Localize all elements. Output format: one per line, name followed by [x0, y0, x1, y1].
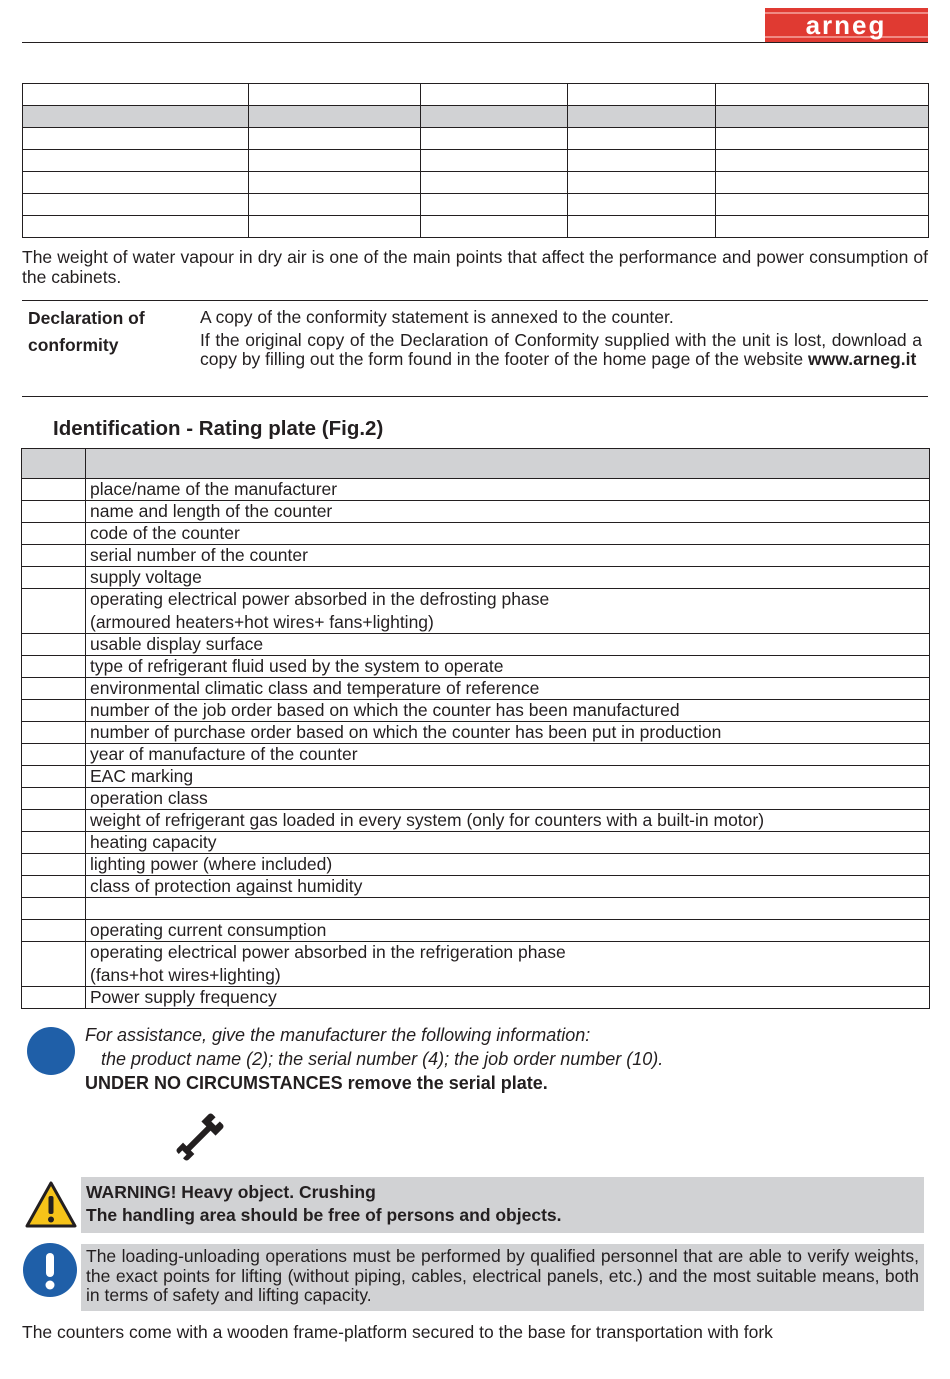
humidity-note: The weight of water vapour in dry air is one of the main points that affect the performance and power consumption of the cabinets.	[22, 247, 928, 287]
rating-plate-description-cell	[86, 920, 930, 942]
climate-table-cell	[23, 106, 249, 128]
rating-plate-number-cell	[22, 700, 86, 722]
climate-table-cell	[421, 150, 568, 172]
climate-table-cell	[249, 194, 421, 216]
arneg-logo	[765, 8, 928, 42]
climate-table-row	[23, 194, 929, 216]
climate-table-cell	[249, 106, 421, 128]
rating-plate-description-cell	[86, 832, 930, 854]
rating-plate-description-cell	[86, 567, 930, 589]
climate-table-cell	[716, 106, 929, 128]
climate-table-row	[23, 216, 929, 238]
rating-plate-description-cell	[86, 678, 930, 700]
info-circle-icon	[27, 1027, 75, 1075]
climate-table-cell	[716, 216, 929, 238]
climate-table-row	[23, 150, 929, 172]
declaration-line1: A copy of the conformity statement is annexed to the counter.	[200, 307, 674, 327]
climate-table-cell	[716, 150, 929, 172]
rating-plate-description-line: class of protection against humidity	[90, 876, 363, 896]
rating-plate-description-line: supply voltage	[90, 567, 202, 587]
arneg-logo-mark	[765, 8, 928, 42]
rating-plate-description-line: weight of refrigerant gas loaded in every system (only for counters with a built-in motor)	[90, 810, 765, 830]
rating-plate-description-line: operating current consumption	[90, 920, 327, 940]
climate-table-cell	[568, 172, 716, 194]
rating-plate-table	[21, 448, 930, 1009]
rating-plate-number-cell	[22, 876, 86, 898]
transport-paragraph: The counters come with a wooden frame-platform secured to the base for transportation with fork	[22, 1322, 773, 1342]
declaration-top-rule	[22, 300, 928, 301]
rating-plate-row	[22, 545, 930, 567]
rating-plate-row	[22, 987, 930, 1009]
exclamation-mark	[23, 1243, 77, 1297]
climate-table-cell	[249, 172, 421, 194]
rating-plate-header-row	[22, 449, 930, 479]
rating-plate-description-line: operating electrical power absorbed in the refrigeration phase	[90, 942, 566, 962]
rating-plate-number-cell	[22, 898, 86, 920]
climate-table-cell	[568, 150, 716, 172]
declaration-heading	[28, 305, 188, 359]
rating-plate-description-line: place/name of the manufacturer	[90, 479, 338, 499]
climate-table-cell	[23, 150, 249, 172]
rating-plate-number-cell	[22, 788, 86, 810]
declaration-heading-line1: Declaration of	[28, 308, 145, 328]
rating-plate-row	[22, 788, 930, 810]
climate-table-cell	[568, 128, 716, 150]
rating-plate-description-line: usable display surface	[90, 634, 264, 654]
rating-plate-number-cell	[22, 634, 86, 656]
climate-table-row	[23, 106, 929, 128]
rating-plate-number-cell	[22, 942, 86, 987]
rating-plate-description-cell	[86, 788, 930, 810]
climate-table-cell	[716, 128, 929, 150]
rating-plate-row	[22, 501, 930, 523]
rating-plate-description-line: lighting power (where included)	[90, 854, 333, 874]
rating-plate-row	[22, 656, 930, 678]
declaration-line2	[200, 331, 922, 369]
climate-table-cell	[23, 216, 249, 238]
climate-table-cell	[716, 84, 929, 106]
rating-plate-description-line: year of manufacture of the counter	[90, 744, 358, 764]
rating-plate-number-cell	[22, 567, 86, 589]
rating-plate-number-cell	[22, 832, 86, 854]
website-link[interactable]: www.arneg.it	[808, 349, 917, 369]
rating-plate-description-cell	[86, 744, 930, 766]
rating-plate-row	[22, 854, 930, 876]
rating-plate-description-line: code of the counter	[90, 523, 240, 543]
rating-plate-row	[22, 589, 930, 634]
rating-plate-number-cell	[22, 589, 86, 634]
rating-plate-description-cell	[86, 501, 930, 523]
identification-title: Identification - Rating plate (Fig.2)	[53, 417, 384, 440]
climate-table-cell	[421, 194, 568, 216]
climate-table-cell	[249, 216, 421, 238]
climate-table-cell	[23, 84, 249, 106]
rating-plate-row	[22, 942, 930, 987]
rating-plate-description-cell	[86, 700, 930, 722]
climate-table-row	[23, 172, 929, 194]
rating-plate-description-line: number of the job order based on which the counter has been manufactured	[90, 700, 680, 720]
climate-table-cell	[716, 194, 929, 216]
rating-plate-description-line: operating electrical power absorbed in the defrosting phase	[90, 589, 550, 609]
rating-plate-description-cell	[86, 876, 930, 898]
rating-plate-number-cell	[22, 920, 86, 942]
rating-plate-description-cell	[86, 810, 930, 832]
assistance-line3: UNDER NO CIRCUMSTANCES remove the serial plate.	[85, 1073, 548, 1093]
rating-plate-number-cell	[22, 545, 86, 567]
rating-plate-number-cell	[22, 501, 86, 523]
rating-plate-number-cell	[22, 656, 86, 678]
rating-plate-number-cell	[22, 523, 86, 545]
rating-plate-description-cell	[86, 589, 930, 634]
wrench-icon	[172, 1112, 228, 1162]
rating-plate-description-cell	[86, 634, 930, 656]
header-description-cell	[86, 449, 930, 479]
rating-plate-row	[22, 634, 930, 656]
declaration-heading-line2: conformity	[28, 335, 119, 355]
rating-plate-description-cell	[86, 898, 930, 920]
climate-table-cell	[421, 128, 568, 150]
climate-table-cell	[249, 84, 421, 106]
warning-line2: The handling area should be free of persons and objects.	[86, 1205, 562, 1225]
rating-plate-row	[22, 920, 930, 942]
climate-table-cell	[568, 194, 716, 216]
rating-plate-description-line: heating capacity	[90, 832, 217, 852]
rating-plate-description-cell	[86, 942, 930, 987]
rating-plate-description-cell	[86, 479, 930, 501]
rating-plate-description-cell	[86, 766, 930, 788]
rating-plate-number-cell	[22, 479, 86, 501]
rating-plate-description-cell	[86, 656, 930, 678]
rating-plate-number-cell	[22, 722, 86, 744]
rating-plate-row	[22, 832, 930, 854]
rating-plate-description-line: (fans+hot wires+lighting)	[90, 965, 281, 985]
logo-text: arneg	[805, 10, 887, 40]
rating-plate-description-line: name and length of the counter	[90, 501, 333, 521]
rating-plate-description-cell	[86, 722, 930, 744]
assistance-line2: the product name (2); the serial number (4); the job order number (10).	[101, 1049, 664, 1069]
warning-triangle-icon	[24, 1180, 78, 1230]
climate-table-cell	[249, 128, 421, 150]
rating-plate-description-line: operation class	[90, 788, 208, 808]
rating-plate-row	[22, 744, 930, 766]
rating-plate-row	[22, 479, 930, 501]
exclamation-circle-icon	[23, 1243, 77, 1297]
climate-table-cell	[716, 172, 929, 194]
climate-table-row	[23, 84, 929, 106]
rating-plate-description-cell	[86, 523, 930, 545]
rating-plate-row	[22, 898, 930, 920]
climate-table-cell	[23, 172, 249, 194]
climate-table-cell	[23, 128, 249, 150]
assistance-line1: For assistance, give the manufacturer the following information:	[85, 1025, 591, 1045]
rating-plate-description-line: Power supply frequency	[90, 987, 277, 1007]
rating-plate-row	[22, 523, 930, 545]
climate-table-cell	[421, 106, 568, 128]
rating-plate-number-cell	[22, 987, 86, 1009]
header-number-cell	[22, 449, 86, 479]
rating-plate-number-cell	[22, 810, 86, 832]
rating-plate-row	[22, 567, 930, 589]
rating-plate-number-cell	[22, 766, 86, 788]
rating-plate-description-line: number of purchase order based on which the counter has been put in production	[90, 722, 722, 742]
rating-plate-description-cell	[86, 854, 930, 876]
climate-table-cell	[568, 84, 716, 106]
warning-line1: WARNING! Heavy object. Crushing	[86, 1182, 376, 1202]
rating-plate-description-line: (armoured heaters+hot wires+ fans+lighting)	[90, 612, 434, 632]
climate-table-cell	[421, 172, 568, 194]
climate-table-row	[23, 128, 929, 150]
caution-text: The loading-unloading operations must be performed by qualified personnel that are able to verify weights, the exact points for lifting (without piping, cables, electrical panels, etc.) and the most suitable means, both in terms of safety and lifting capacity.	[86, 1246, 919, 1305]
rating-plate-description-cell	[86, 545, 930, 567]
rating-plate-row	[22, 700, 930, 722]
climate-table-cell	[568, 216, 716, 238]
rating-plate-description-line: type of refrigerant fluid used by the system to operate	[90, 656, 504, 676]
rating-plate-row	[22, 810, 930, 832]
declaration-bottom-rule	[22, 396, 928, 397]
climate-class-table	[22, 83, 929, 238]
climate-table-cell	[23, 194, 249, 216]
rating-plate-number-cell	[22, 854, 86, 876]
rating-plate-description-line: serial number of the counter	[90, 545, 308, 565]
rating-plate-description-line: EAC marking	[90, 766, 194, 786]
climate-table-cell	[421, 84, 568, 106]
climate-table-cell	[249, 150, 421, 172]
header-rule	[22, 42, 928, 43]
rating-plate-number-cell	[22, 744, 86, 766]
climate-table-cell	[421, 216, 568, 238]
declaration-line2-text: If the original copy of the Declaration of Conformity supplied with the unit is lost, download a copy by filling out the form found in the footer of the home page of the website	[200, 330, 922, 369]
rating-plate-row	[22, 766, 930, 788]
rating-plate-row	[22, 722, 930, 744]
rating-plate-description-cell	[86, 987, 930, 1009]
rating-plate-row	[22, 678, 930, 700]
rating-plate-row	[22, 876, 930, 898]
climate-table-cell	[568, 106, 716, 128]
rating-plate-description-line: environmental climatic class and temperature of reference	[90, 678, 540, 698]
rating-plate-number-cell	[22, 678, 86, 700]
